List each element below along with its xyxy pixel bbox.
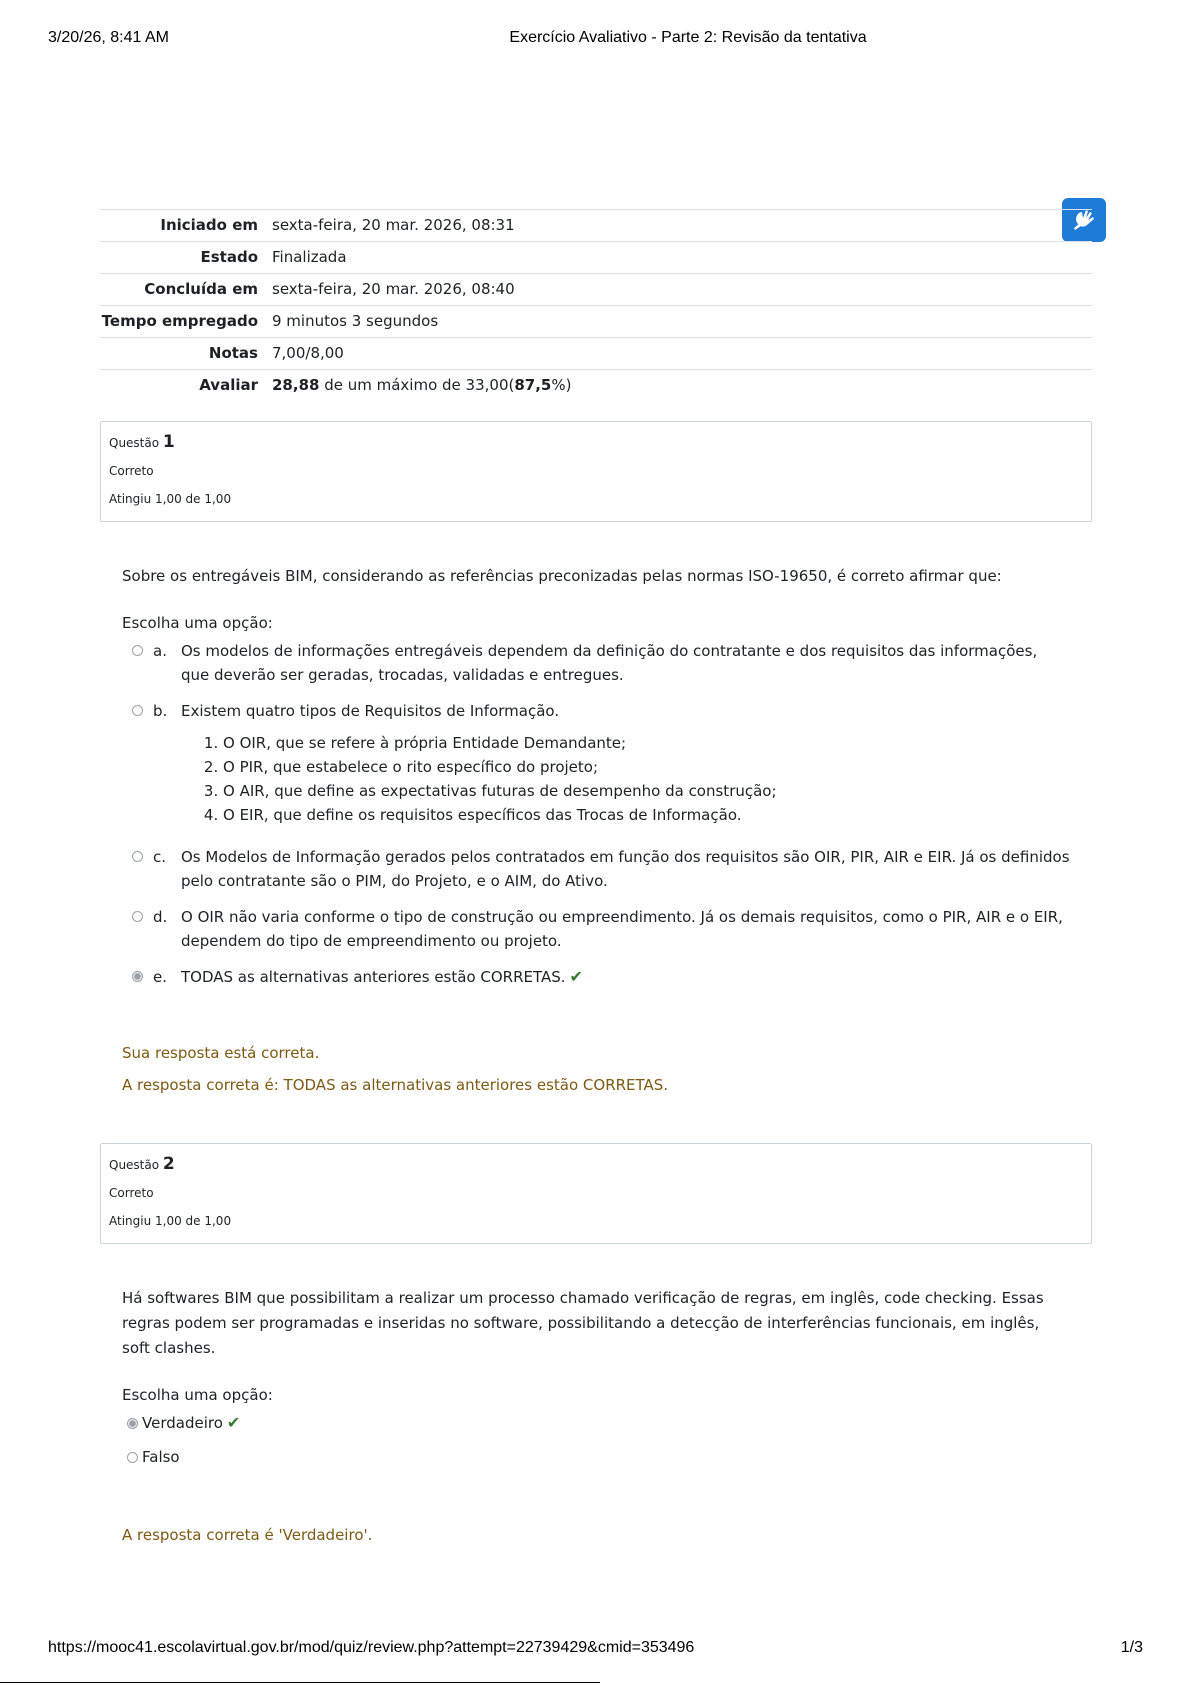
check-icon: ✔ xyxy=(226,1413,241,1432)
option-text: Os modelos de informações entregáveis dependem da definição do contratante e dos requisitos das informações, que deverão ser geradas, trocadas, validadas e entregues. xyxy=(181,642,1038,684)
list-item: 3. O AIR, que define as expectativas futuras de desempenho da construção; xyxy=(223,779,777,803)
answer-option-d[interactable] xyxy=(122,905,1070,953)
question-1-text: Sobre os entregáveis BIM, considerando as referências preconizadas pelas normas ISO-19650, é correto afirmar que: xyxy=(122,567,1002,585)
summary-label: Estado xyxy=(200,248,258,266)
question-state: Correto xyxy=(109,1186,154,1200)
question-2-answers xyxy=(122,1411,1070,1469)
question-number-value: 2 xyxy=(162,1154,175,1174)
question-1-right-answer: A resposta correta é: TODAS as alternativas anteriores estão CORRETAS. xyxy=(122,1076,669,1094)
quiz-review-content xyxy=(100,209,1092,1547)
summary-value xyxy=(266,370,1092,402)
print-url: https://mooc41.escolavirtual.gov.br/mod/quiz/review.php?attempt=22739429&cmid=353496 xyxy=(48,1639,695,1656)
check-icon: ✔ xyxy=(569,967,583,986)
summary-row-grade xyxy=(100,370,1092,402)
option-text: Verdadeiro xyxy=(142,1414,223,1432)
summary-value: sexta-feira, 20 mar. 2026, 08:40 xyxy=(272,280,515,298)
question-number-value: 1 xyxy=(162,432,175,452)
summary-row-time-taken xyxy=(100,306,1092,338)
option-text: O OIR não varia conforme o tipo de construção ou empreendimento. Já os demais requisitos, como o PIR, AIR e o EIR, dependem do tipo de empreendimento ou projeto. xyxy=(181,908,1063,950)
print-page-number: 1/3 xyxy=(1120,1639,1143,1656)
answer-option-b[interactable] xyxy=(122,699,1070,833)
summary-row-marks xyxy=(100,338,1092,370)
question-2-text: Há softwares BIM que possibilitam a realizar um processo chamado verificação de regras, em inglês, code checking. Essas regras podem ser programadas e inseridas no software, possibilitando a detecção de interferências funcionais, em inglês, soft clashes. xyxy=(122,1289,1044,1357)
summary-value: 9 minutos 3 segundos xyxy=(272,312,439,330)
question-1-info xyxy=(100,421,1092,522)
summary-label: Concluída em xyxy=(144,280,258,298)
summary-row-started xyxy=(100,210,1092,242)
summary-value: Finalizada xyxy=(272,248,347,266)
grade-score: 28,88 xyxy=(272,376,320,394)
question-mark: Atingiu 1,00 de 1,00 xyxy=(109,492,232,506)
radio-button[interactable] xyxy=(127,1452,138,1463)
radio-button-selected[interactable] xyxy=(127,1418,138,1429)
option-letter: c. xyxy=(153,848,167,866)
question-1-prompt: Escolha uma opção: xyxy=(122,614,273,632)
option-letter: e. xyxy=(153,968,167,986)
page-cut-line xyxy=(0,1682,600,1683)
grade-middle: de um máximo de 33,00( xyxy=(319,376,515,394)
answer-option-true[interactable] xyxy=(127,1411,1070,1435)
print-page-title: Exercício Avaliativo - Parte 2: Revisão da tentativa xyxy=(509,29,867,46)
question-prefix: Questão xyxy=(109,436,160,450)
summary-label: Iniciado em xyxy=(160,216,258,234)
option-body xyxy=(181,965,583,989)
option-text: Os Modelos de Informação gerados pelos contratados em função dos requisitos são OIR, PIR, AIR e EIR. Já os definidos pelo contratante são o PIM, do Projeto, e o AIM, do Ativo. xyxy=(181,848,1070,890)
question-2-right-answer: A resposta correta é 'Verdadeiro'. xyxy=(122,1526,373,1544)
grade-suffix: %) xyxy=(551,376,572,394)
radio-button-selected[interactable] xyxy=(132,971,143,982)
answer-option-false[interactable] xyxy=(127,1445,1070,1469)
option-letter: a. xyxy=(153,642,167,660)
option-letter: d. xyxy=(153,908,168,926)
option-text: Existem quatro tipos de Requisitos de Informação. xyxy=(181,702,560,720)
summary-label: Avaliar xyxy=(199,376,258,394)
summary-label: Notas xyxy=(208,344,258,362)
question-prefix: Questão xyxy=(109,1158,160,1172)
question-number xyxy=(109,428,1083,457)
requirements-list xyxy=(181,731,777,827)
question-number xyxy=(109,1150,1083,1179)
option-text: TODAS as alternativas anteriores estão CORRETAS. xyxy=(181,968,566,986)
question-2-prompt: Escolha uma opção: xyxy=(122,1386,273,1404)
list-item: 1. O OIR, que se refere à própria Entidade Demandante; xyxy=(223,731,777,755)
radio-button[interactable] xyxy=(132,705,143,716)
question-1-feedback: Sua resposta está correta. xyxy=(122,1044,320,1062)
summary-row-state xyxy=(100,242,1092,274)
radio-button[interactable] xyxy=(132,645,143,656)
option-body xyxy=(181,699,777,833)
option-text: Falso xyxy=(142,1448,180,1466)
question-state: Correto xyxy=(109,464,154,478)
radio-button[interactable] xyxy=(132,851,143,862)
question-1-answers xyxy=(122,639,1070,989)
summary-value: sexta-feira, 20 mar. 2026, 08:31 xyxy=(272,216,515,234)
answer-option-c[interactable] xyxy=(122,845,1070,893)
print-datetime: 3/20/26, 8:41 AM xyxy=(48,29,169,46)
answer-option-e[interactable] xyxy=(122,965,1070,989)
radio-button[interactable] xyxy=(132,911,143,922)
question-mark: Atingiu 1,00 de 1,00 xyxy=(109,1214,232,1228)
attempt-summary-table xyxy=(100,209,1092,401)
summary-label: Tempo empregado xyxy=(101,312,258,330)
list-item: 2. O PIR, que estabelece o rito específico do projeto; xyxy=(223,755,777,779)
summary-value: 7,00/8,00 xyxy=(272,344,344,362)
summary-row-completed xyxy=(100,274,1092,306)
list-item: 4. O EIR, que define os requisitos específicos das Trocas de Informação. xyxy=(223,803,777,827)
answer-option-a[interactable] xyxy=(122,639,1070,687)
question-2-info xyxy=(100,1143,1092,1244)
grade-percent: 87,5 xyxy=(514,376,552,394)
option-letter: b. xyxy=(153,702,168,720)
